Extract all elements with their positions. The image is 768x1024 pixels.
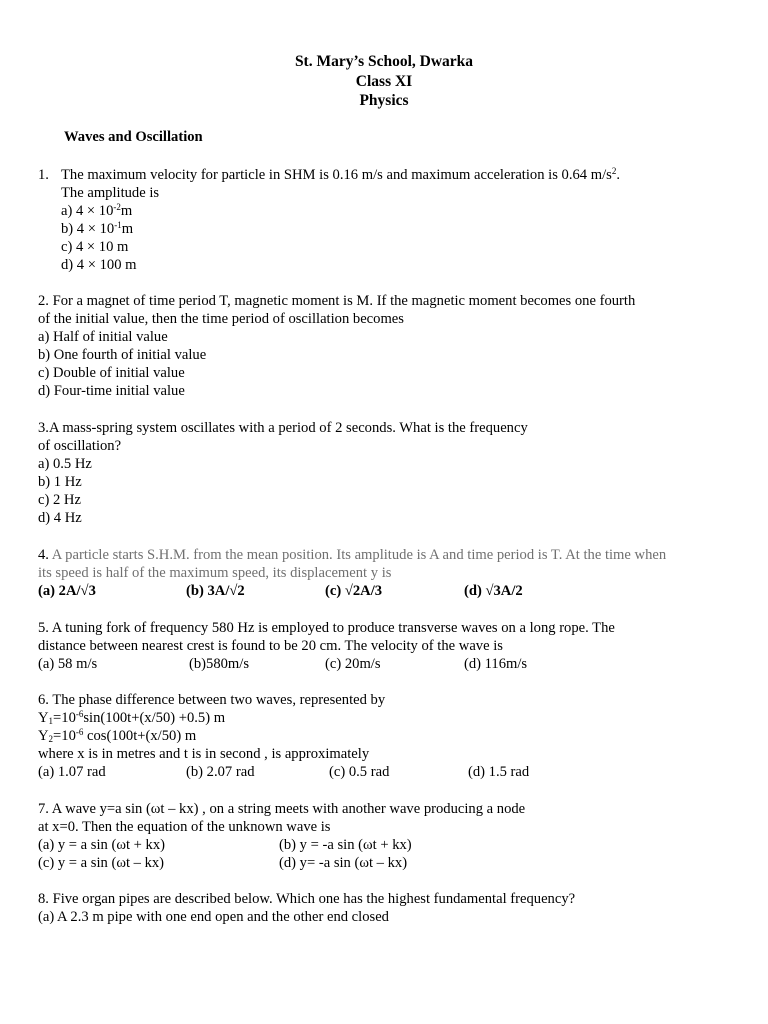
q8-option-a: (a) A 2.3 m pipe with one end open and the other end closed [38, 909, 389, 925]
q6-option-c: (c) 0.5 rad [329, 764, 390, 780]
q5-stem-line2: distance between nearest crest is found to be 20 cm. The velocity of the wave is [38, 638, 503, 654]
q6-wave-y1 [38, 709, 225, 727]
q5-option-a: (a) 58 m/s [38, 656, 98, 672]
q6-y2-coef: =10 [53, 728, 76, 744]
q2-option-b: b) One fourth of initial value [38, 347, 207, 363]
q1-option-d: d) 4 × 100 m [61, 257, 137, 273]
q1-stem-line1 [61, 166, 620, 184]
q4-number: 4. [38, 547, 49, 563]
q7-option-d: (d) y= -a sin (ωt – kx) [279, 855, 408, 871]
q2-stem-line1: 2. For a magnet of time period T, magnetic moment is M. If the magnetic moment becomes one fourth [38, 293, 636, 309]
q7-option-c: (c) y = a sin (ωt – kx) [38, 855, 165, 871]
q8-stem-line1: 8. Five organ pipes are described below. Which one has the highest fundamental frequency? [38, 891, 576, 907]
q6-y1-sup: -6 [75, 709, 84, 719]
q7-option-b: (b) y = -a sin (ωt + kx) [279, 837, 412, 853]
q4-option-a: (a) 2A/√3 [38, 583, 96, 599]
q3-stem-line2: of oscillation? [38, 438, 122, 454]
q1-stem-sup: 2 [611, 166, 617, 176]
q6-y2-sup: -6 [75, 727, 84, 737]
q7-option-a: (a) y = a sin (ωt + kx) [38, 837, 165, 853]
document-header [0, 52, 768, 111]
q6-y2-sub: 2 [48, 734, 54, 744]
q6-wave-y2 [38, 727, 196, 745]
q1-stem-line2: The amplitude is [61, 185, 160, 201]
q5-stem-line1: 5. A tuning fork of frequency 580 Hz is employed to produce transverse waves on a long rope. The [38, 620, 615, 636]
q6-y1-coef: =10 [53, 710, 76, 726]
q7-stem-line2: at x=0. Then the equation of the unknown wave is [38, 819, 331, 835]
q1-option-a-unit: m [120, 203, 133, 219]
q6-stem-line1: 6. The phase difference between two waves, represented by [38, 692, 386, 708]
q5-option-d: (d) 116m/s [464, 656, 528, 672]
q1-option-b-text: b) 4 × 10 [61, 221, 115, 237]
q1-number: 1. [38, 167, 49, 183]
q6-y2-expr: cos(100t+(x/50) m [83, 728, 197, 744]
q4-option-d: (d) √3A/2 [464, 583, 523, 599]
q4-option-c: (c) √2A/3 [325, 583, 383, 599]
q2-option-c: c) Double of initial value [38, 365, 185, 381]
q1-option-b-unit: m [121, 221, 134, 237]
q6-stem-line4: where x is in metres and t is in second , is approximately [38, 746, 370, 762]
q4-stem-text: A particle starts S.H.M. from the mean position. Its amplitude is A and time period is T. At the time when [51, 547, 667, 563]
q2-option-d: d) Four-time initial value [38, 383, 185, 399]
q7-stem-line1: 7. A wave y=a sin (ωt – kx) , on a string meets with another wave producing a node [38, 801, 526, 817]
q3-option-a: a) 0.5 Hz [38, 456, 92, 472]
class-name: Class XI [355, 72, 413, 90]
q5-option-c: (c) 20m/s [325, 656, 381, 672]
q3-option-b: b) 1 Hz [38, 474, 82, 490]
q6-y1-sub: 1 [48, 716, 54, 726]
q6-y2-symbol: Y [38, 728, 49, 744]
q3-option-c: c) 2 Hz [38, 492, 81, 508]
q6-option-b: (b) 2.07 rad [186, 764, 255, 780]
q4-option-b: (b) 3A/√2 [186, 583, 245, 599]
q1-option-b-sup: -1 [114, 220, 122, 230]
school-name: St. Mary’s School, Dwarka [294, 53, 474, 70]
q6-option-a: (a) 1.07 rad [38, 764, 106, 780]
section-title: Waves and Oscillation [64, 129, 203, 145]
q3-option-d: d) 4 Hz [38, 510, 82, 526]
q2-stem-line2: of the initial value, then the time period of oscillation becomes [38, 311, 404, 327]
q4-stem-line2: its speed is half of the maximum speed, its displacement y is [38, 565, 392, 581]
q1-stem-text: The maximum velocity for particle in SHM is 0.16 m/s and maximum acceleration is 0.64 m/s [61, 167, 612, 183]
q1-option-a-sup: -2 [113, 202, 121, 212]
q6-y1-symbol: Y [38, 710, 49, 726]
q6-y1-expr: sin(100t+(x/50) +0.5) m [83, 710, 226, 726]
q1-option-c: c) 4 × 10 m [61, 239, 129, 255]
q4-stem-line1 [38, 546, 666, 564]
q1-option-b [61, 220, 133, 238]
subject-name: Physics [359, 92, 409, 109]
q1-stem-end: . [616, 167, 620, 183]
q5-option-b: (b)580m/s [189, 656, 249, 672]
q3-stem-line1: 3.A mass-spring system oscillates with a period of 2 seconds. What is the frequency [38, 420, 528, 436]
q6-option-d: (d) 1.5 rad [468, 764, 530, 780]
q1-option-a-text: a) 4 × 10 [61, 203, 114, 219]
q2-option-a: a) Half of initial value [38, 329, 168, 345]
q1-option-a [61, 202, 132, 220]
